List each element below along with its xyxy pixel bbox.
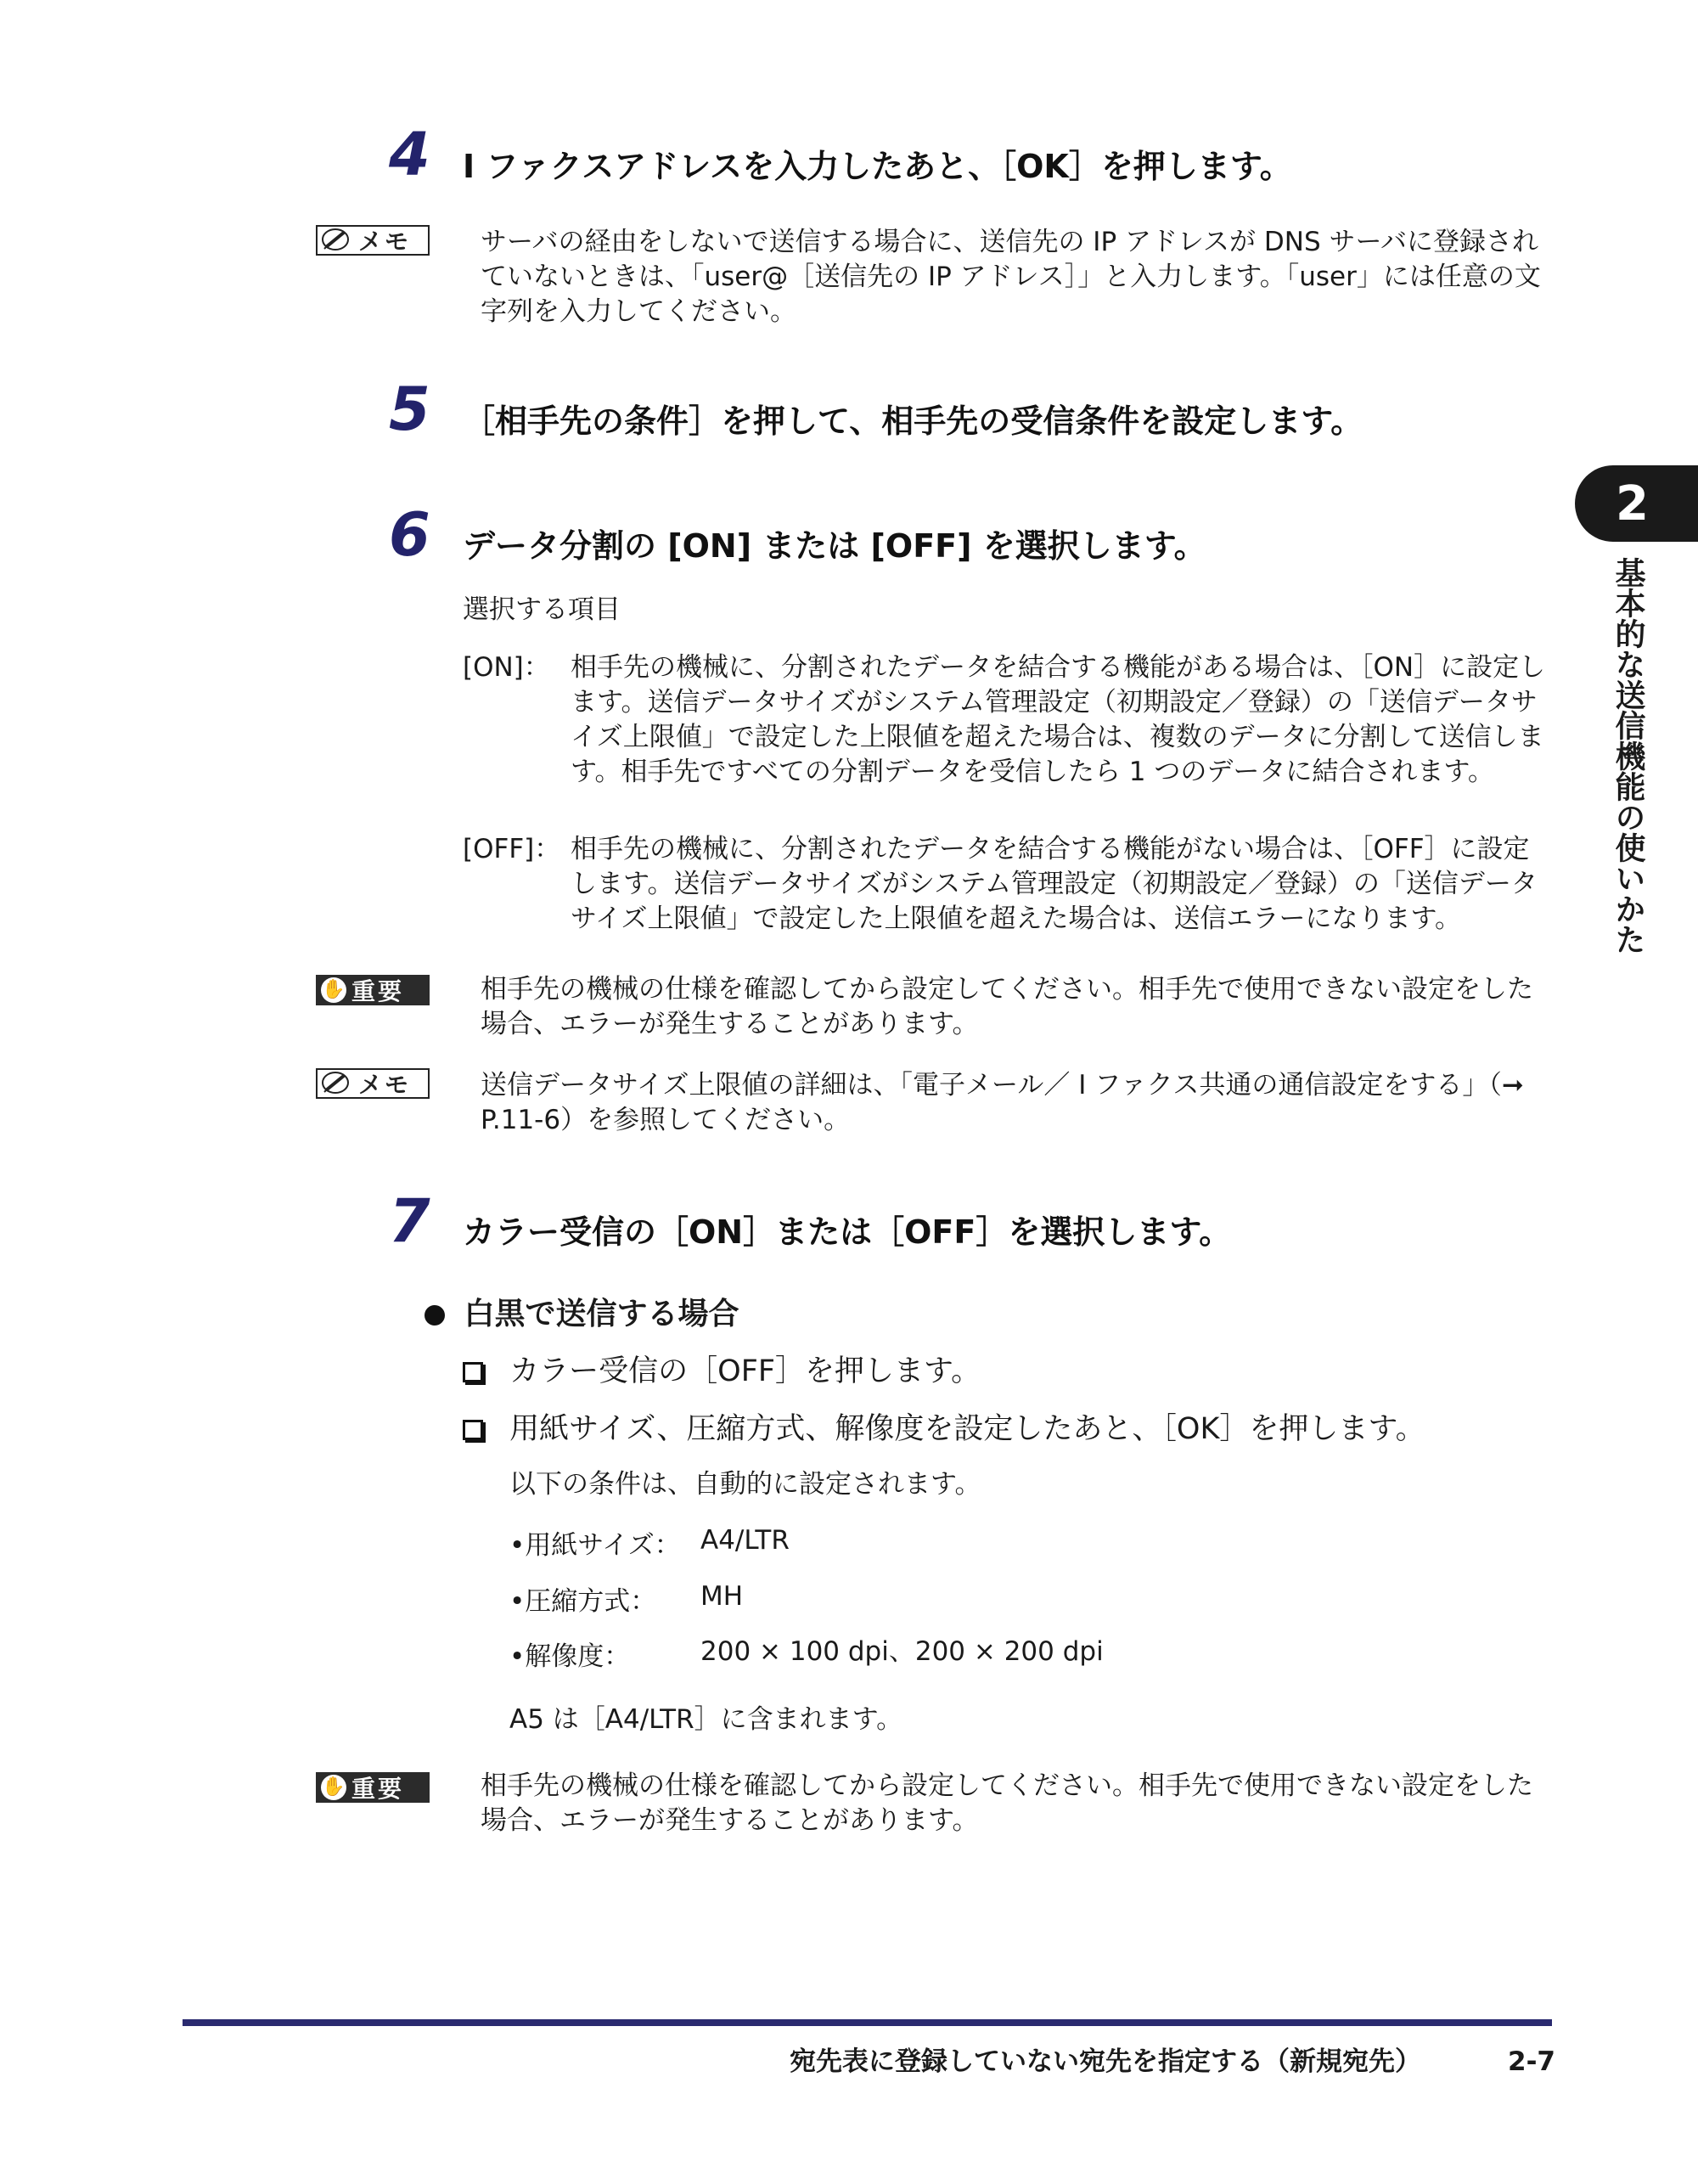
- step-number: 5: [389, 374, 430, 444]
- filled-circle-icon: [424, 1305, 445, 1326]
- step-number: 6: [389, 500, 430, 570]
- definition-description: 相手先の機械に、分割されたデータを結合する機能がない場合は、［OFF］に設定します。送信データサイズがシステム管理設定（初期設定／登録）の「送信データサイズ上限値」で設定した上限値を超えた場合は、送信エラーになります。: [571, 834, 1538, 934]
- definition-on: [463, 650, 1558, 825]
- step-number: 7: [389, 1186, 430, 1256]
- a5-note: A5 は［A4/LTR］に含まれます。: [509, 1704, 903, 1735]
- checklist-item-text: カラー受信の［OFF］を押します。: [509, 1354, 981, 1388]
- hand-icon: ✋: [321, 977, 346, 1003]
- important-badge: [316, 975, 430, 1005]
- important-badge: [316, 1772, 430, 1803]
- chapter-tab: [1575, 465, 1698, 542]
- checklist-item-text: 用紙サイズ、圧縮方式、解像度を設定したあと、［OK］を押します。: [509, 1412, 1425, 1446]
- selection-intro: 選択する項目: [463, 594, 621, 625]
- checkbox-icon: [463, 1420, 483, 1440]
- definition-off: [463, 832, 1558, 938]
- chapter-title: 基本的な送信機能の使いかた: [1611, 557, 1645, 954]
- spec-value: MH: [700, 1581, 744, 1612]
- memo-text: 送信データサイズ上限値の詳細は、「電子メール／ I ファクス共通の通信設定をする」（➞ P.11-6）を参照してください。: [481, 1070, 1524, 1135]
- pencil-icon: [318, 1070, 353, 1097]
- memo-label: メモ: [358, 1071, 412, 1099]
- page-number: 2-7: [1508, 2046, 1556, 2077]
- pencil-icon: [318, 227, 353, 254]
- checkbox-icon: [463, 1362, 483, 1382]
- step-number: 4: [389, 120, 430, 189]
- spec-value: A4/LTR: [700, 1525, 790, 1556]
- important-label: 重要: [351, 977, 405, 1005]
- sub-heading: [424, 1294, 739, 1335]
- hand-icon: ✋: [321, 1775, 346, 1800]
- memo-text: サーバの経由をしないで送信する場合に、送信先の IP アドレスが DNS サーバに登録されていないときは、「user@［送信先の IP アドレス］」と入力します。「user」には任意の文字列を入力してください。: [481, 227, 1541, 327]
- sub-heading-text: 白黒で送信する場合: [464, 1297, 739, 1331]
- definition-term: [ON]：: [463, 652, 550, 683]
- checklist-item: [463, 1352, 981, 1391]
- memo-badge: [316, 225, 430, 256]
- memo-label: メモ: [358, 228, 412, 256]
- important-text: 相手先の機械の仕様を確認してから設定してください。相手先で使用できない設定をした場合、エラーが発生することがあります。: [481, 974, 1533, 1039]
- important-text: 相手先の機械の仕様を確認してから設定してください。相手先で使用できない設定をした場合、エラーが発生することがあります。: [481, 1770, 1533, 1836]
- definition-description: 相手先の機械に、分割されたデータを結合する機能がある場合は、［ON］に設定します。送信データサイズがシステム管理設定（初期設定／登録）の「送信データサイズ上限値」で設定した上限値を超えた場合は、複数のデータに分割して送信します。相手先ですべての分割データを受信したら 1 つのデータに結合されます。: [571, 652, 1546, 787]
- checklist-item: [463, 1410, 1425, 1449]
- spec-label: •用紙サイズ：: [509, 1530, 681, 1561]
- auto-settings-text: 以下の条件は、自動的に設定されます。: [509, 1469, 981, 1500]
- important-label: 重要: [351, 1775, 405, 1803]
- memo-badge: [316, 1068, 430, 1099]
- chapter-number: 2: [1616, 476, 1649, 532]
- step-title: ［相手先の条件］を押して、相手先の受信条件を設定します。: [463, 402, 1363, 440]
- spec-label: •圧縮方式：: [509, 1586, 657, 1617]
- definition-term: [OFF]：: [463, 834, 561, 864]
- footer-section-title: 宛先表に登録していない宛先を指定する（新規宛先）: [790, 2046, 1421, 2077]
- step-title: I ファクスアドレスを入力したあと、［OK］を押します。: [463, 148, 1292, 185]
- step-title: データ分割の [ON] または [OFF] を選択します。: [463, 527, 1206, 565]
- step-title: カラー受信の［ON］または［OFF］を選択します。: [463, 1213, 1232, 1251]
- spec-value: 200 × 100 dpi、200 × 200 dpi: [700, 1636, 1104, 1667]
- spec-label: •解像度：: [509, 1641, 631, 1672]
- footer-rule: [183, 2019, 1552, 2026]
